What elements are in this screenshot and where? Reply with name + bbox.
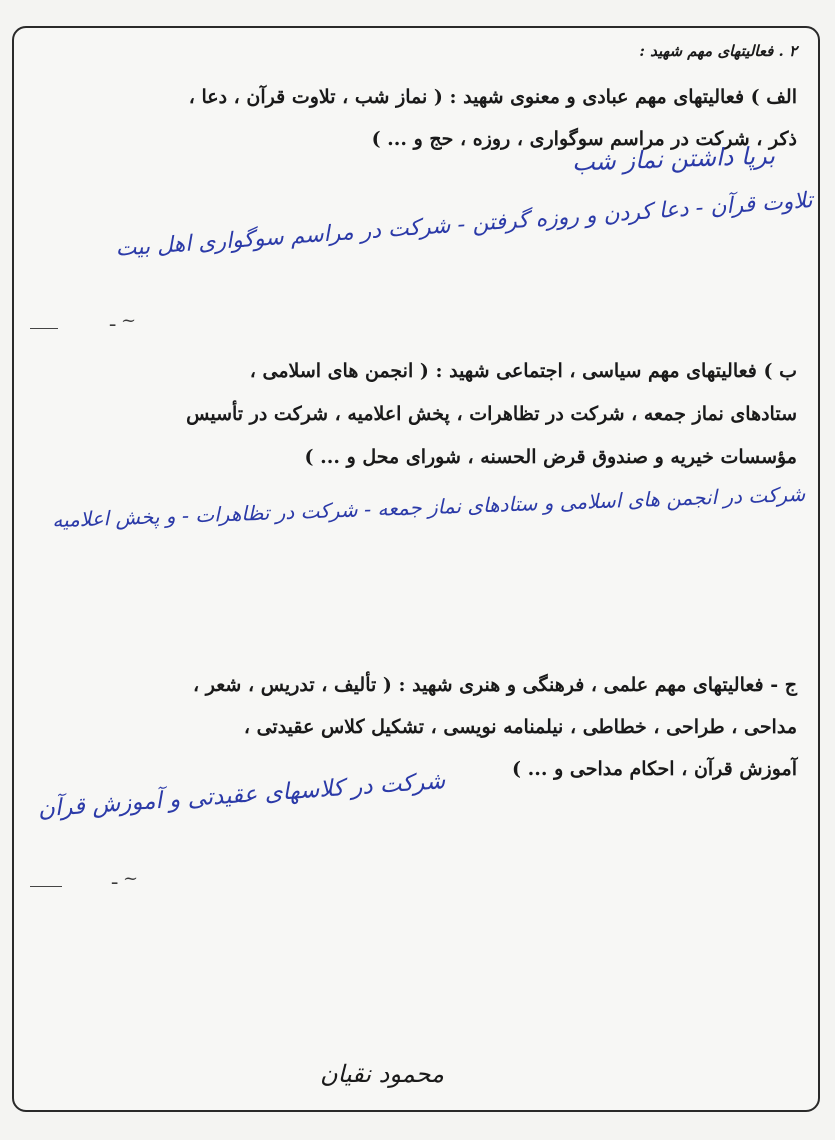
section-c-line-1: ج - فعالیتهای مهم علمی ، فرهنگی و هنری شهید : ( تألیف ، تدریس ، شعر ، xyxy=(193,674,797,696)
document-page xyxy=(12,26,820,1112)
stray-mark: ـ ~ xyxy=(112,868,139,889)
handwritten-answer-a-2: تلاوت قرآن - دعا کردن و روزه گرفتن - شرکت در مراسم سوگواری اهل بیت xyxy=(115,188,814,262)
section-a-line-2: ذکر ، شرکت در مراسم سوگواری ، روزه ، حج و ... ) xyxy=(371,128,797,150)
handwritten-answer-b: شرکت در انجمن های اسلامی و ستادهای نماز جمعه - شرکت در تظاهرات - و پخش اعلامیه xyxy=(51,481,806,533)
stray-mark: ـ ~ xyxy=(110,310,137,331)
handwritten-answer-a-1: برپا داشتن نماز شب xyxy=(571,141,776,177)
section-b-line-2: ستادهای نماز جمعه ، شرکت در تظاهرات ، پخش اعلامیه ، شرکت در تأسیس xyxy=(186,403,797,425)
section-b-line-1: ب ) فعالیتهای مهم سیاسی ، اجتماعی شهید : ( انجمن های اسلامی ، xyxy=(249,360,797,382)
section-c-line-3: آموزش قرآن ، احکام مداحی و ... ) xyxy=(512,758,797,780)
handwritten-answer-c: شرکت در کلاسهای عقیدتی و آموزش قرآن xyxy=(37,768,446,823)
stray-mark xyxy=(30,886,62,887)
section-heading: ۲ . فعالیتهای مهم شهید : xyxy=(639,42,797,60)
stray-mark xyxy=(30,328,58,329)
signature: محمود نقیان xyxy=(320,1060,444,1088)
section-a-line-1: الف ) فعالیتهای مهم عبادی و معنوی شهید : ( نماز شب ، تلاوت قرآن ، دعا ، xyxy=(188,86,797,108)
section-c-line-2: مداحی ، طراحی ، خطاطی ، نیلمنامه نویسی ، تشکیل کلاس عقیدتی ، xyxy=(243,716,797,738)
section-b-line-3: مؤسسات خیریه و صندوق قرض الحسنه ، شورای محل و ... ) xyxy=(304,446,797,468)
